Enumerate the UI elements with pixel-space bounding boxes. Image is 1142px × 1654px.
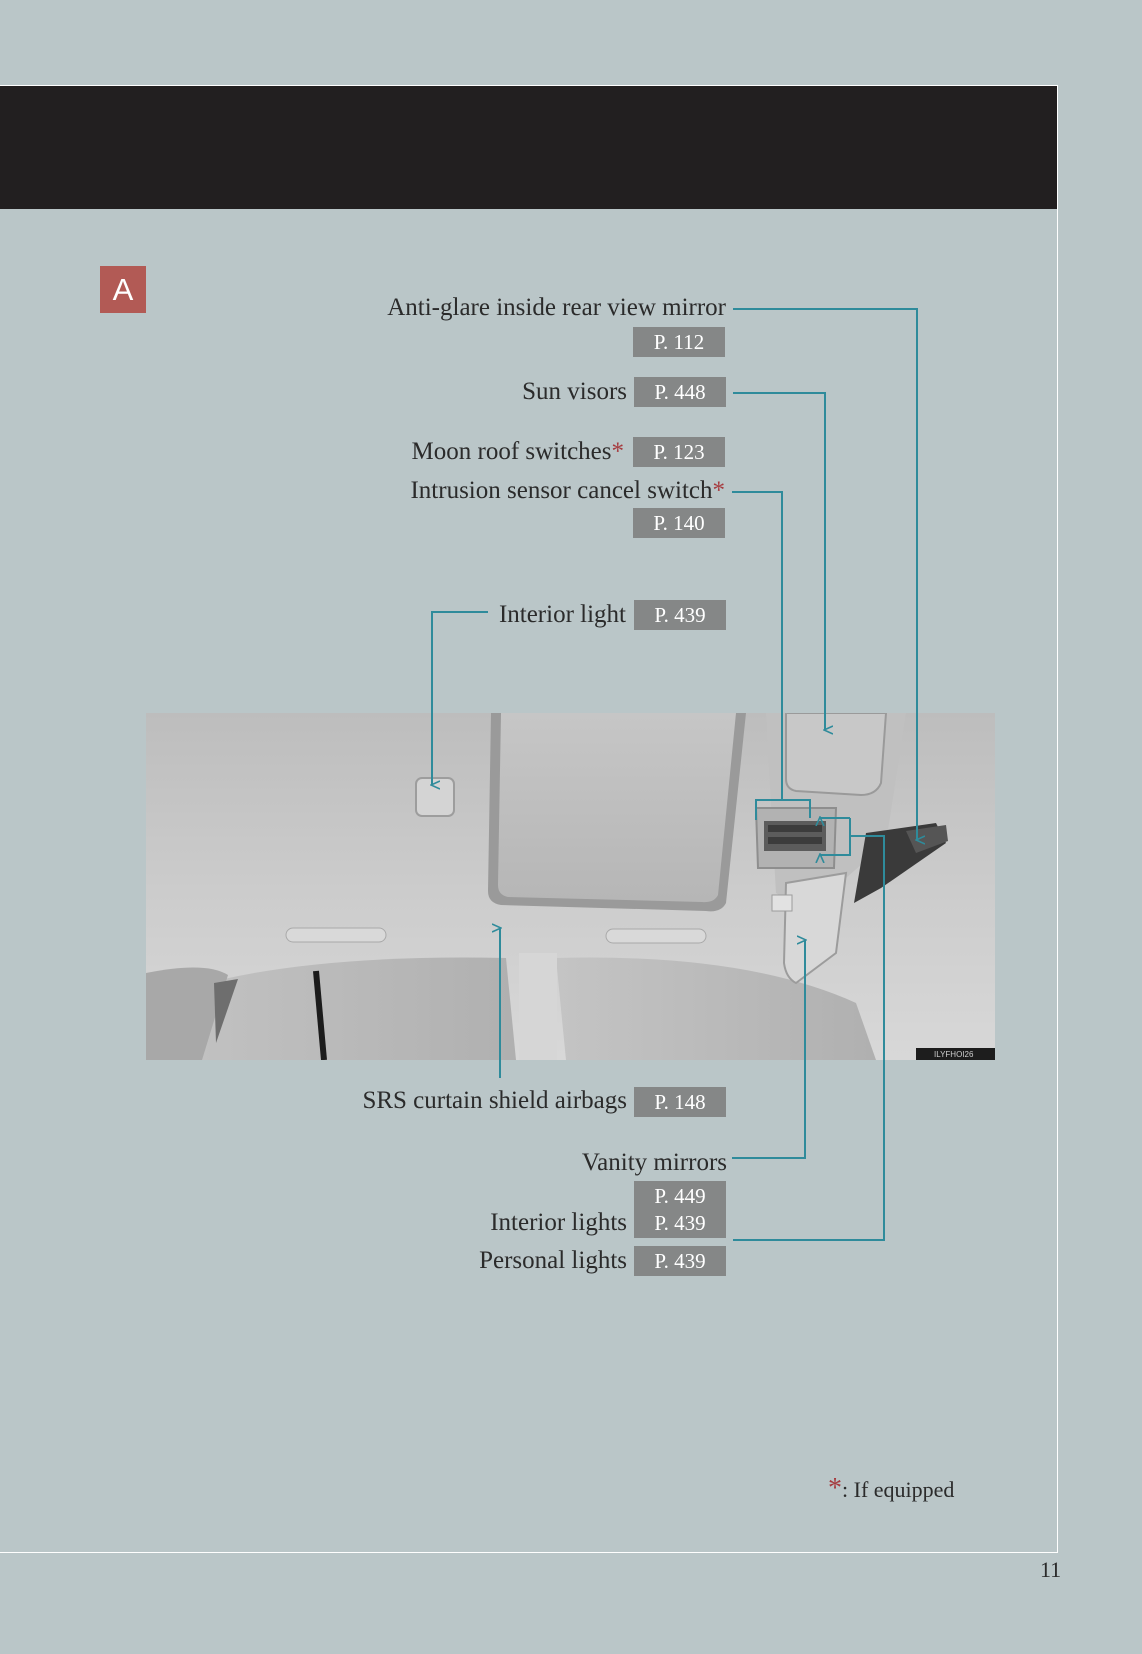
personal-lights-page-ref[interactable]: P. 439 (634, 1246, 726, 1276)
srs-airbags-page-ref[interactable]: P. 148 (634, 1087, 726, 1117)
interior-light-label: Interior light (498, 601, 626, 628)
antiglare-mirror-page-ref[interactable]: P. 112 (633, 327, 725, 357)
page-number: 11 (1040, 1557, 1062, 1582)
moon-roof-switches-page-ref[interactable]: P. 123 (633, 437, 725, 467)
sun-visors-label: Sun visors (522, 378, 627, 405)
interior-lights-page-ref[interactable]: P. 439 (634, 1208, 726, 1238)
footnote: *: If equipped (828, 1473, 955, 1504)
interior-light-page-ref[interactable]: P. 439 (634, 600, 726, 630)
srs-airbags-label: SRS curtain shield airbags (362, 1087, 627, 1114)
intrusion-sensor-page-ref[interactable]: P. 140 (633, 508, 725, 538)
equipped-star-icon: * (611, 438, 624, 465)
vanity-mirrors-label: Vanity mirrors (581, 1149, 727, 1176)
header-bar (0, 86, 1057, 209)
ceiling-illustration (146, 713, 995, 1060)
antiglare-mirror-label: Anti-glare inside rear view mirror (387, 294, 726, 321)
moon-roof-switches-label: Moon roof switches* (411, 438, 624, 465)
equipped-star-icon: * (712, 477, 725, 504)
interior-lights-label: Interior lights (490, 1209, 627, 1236)
intrusion-sensor-label: Intrusion sensor cancel switch* (410, 477, 725, 504)
equipped-star-icon: * (828, 1473, 842, 1504)
photo-code: ILYFHOI26 (934, 1050, 974, 1059)
interior-ceiling-photo (146, 713, 995, 1060)
personal-lights-label: Personal lights (479, 1247, 627, 1274)
vanity-mirrors-page-ref[interactable]: P. 449 (634, 1181, 726, 1211)
sun-visors-page-ref[interactable]: P. 448 (634, 377, 726, 407)
section-badge: A (100, 266, 146, 313)
